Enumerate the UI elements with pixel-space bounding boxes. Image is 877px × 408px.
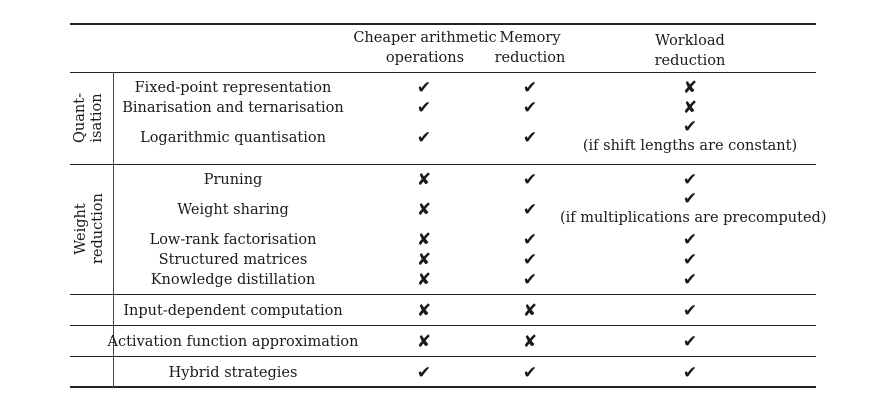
row-label: Hybrid strategies [168, 365, 298, 381]
input-dependent-rule [70, 325, 816, 326]
group-label-line: Quant- [72, 93, 88, 143]
group-label-quantisation [72, 90, 106, 146]
row-label: Structured matrices [158, 252, 308, 268]
group-label-line: Weight [73, 203, 89, 255]
workload-note: (if shift lengths are constant) [582, 138, 798, 154]
cross-icon: ✘ [416, 170, 432, 190]
check-icon: ✔ [416, 128, 432, 148]
header-line: Workload [655, 33, 725, 49]
row-label: Input-dependent computation [123, 303, 343, 319]
top-rule [70, 23, 816, 25]
cross-icon: ✘ [416, 301, 432, 321]
check-icon: ✔ [522, 230, 538, 250]
row-label: Logarithmic quantisation [140, 130, 326, 146]
cross-icon: ✘ [682, 78, 698, 98]
check-icon: ✔ [416, 78, 432, 98]
row-label: Knowledge distillation [150, 272, 316, 288]
group-label-line: reduction [90, 193, 106, 264]
check-icon: ✔ [522, 170, 538, 190]
header-line: Memory [499, 30, 561, 46]
group-label-weight-reduction [73, 194, 107, 264]
check-icon: ✔ [522, 78, 538, 98]
check-icon: ✔ [682, 170, 698, 190]
check-icon: ✔ [416, 98, 432, 118]
check-icon: ✔ [682, 189, 698, 209]
header-rule [70, 72, 816, 73]
cross-icon: ✘ [416, 230, 432, 250]
header-cheaper-arithmetic [350, 28, 500, 68]
row-label: Low-rank factorisation [149, 232, 317, 248]
cross-icon: ✘ [416, 332, 432, 352]
cross-icon: ✘ [416, 250, 432, 270]
check-icon: ✔ [522, 270, 538, 290]
check-icon: ✔ [682, 117, 698, 137]
header-line: reduction [494, 50, 566, 66]
cross-icon: ✘ [416, 200, 432, 220]
check-icon: ✔ [416, 363, 432, 383]
check-icon: ✔ [522, 98, 538, 118]
check-icon: ✔ [682, 332, 698, 352]
row-label: Weight sharing [177, 202, 289, 218]
check-icon: ✔ [522, 200, 538, 220]
check-icon: ✔ [522, 363, 538, 383]
row-label: Pruning [203, 172, 263, 188]
check-icon: ✔ [682, 250, 698, 270]
cross-icon: ✘ [522, 301, 538, 321]
check-icon: ✔ [682, 270, 698, 290]
header-workload-reduction [640, 31, 740, 71]
bottom-rule [70, 386, 816, 388]
check-icon: ✔ [682, 301, 698, 321]
check-icon: ✔ [682, 363, 698, 383]
cross-icon: ✘ [416, 270, 432, 290]
row-label: Activation function approximation [107, 334, 359, 350]
header-memory-reduction [490, 28, 570, 68]
row-label: Fixed-point representation [134, 80, 332, 96]
header-line: reduction [654, 53, 726, 69]
group-label-line: isation [89, 93, 105, 143]
check-icon: ✔ [522, 250, 538, 270]
workload-note: (if multiplications are precomputed) [560, 210, 827, 226]
check-icon: ✔ [522, 128, 538, 148]
activation-rule [70, 356, 816, 357]
weight-reduction-rule [70, 294, 816, 295]
cross-icon: ✘ [682, 98, 698, 118]
cross-icon: ✘ [522, 332, 538, 352]
check-icon: ✔ [682, 230, 698, 250]
row-label: Binarisation and ternarisation [122, 100, 344, 116]
header-line: Cheaper arithmetic [353, 30, 497, 46]
header-line: operations [385, 50, 465, 66]
quantisation-rule [70, 164, 816, 165]
